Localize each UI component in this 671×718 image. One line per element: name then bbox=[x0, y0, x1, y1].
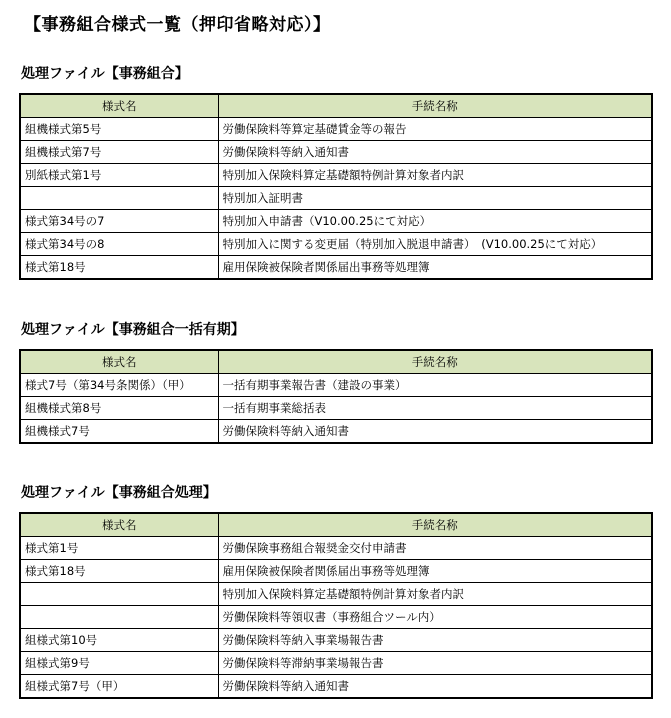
section-title-jimu-kumiai-shori: 処理ファイル【事務組合処理】 bbox=[21, 485, 217, 501]
form-table-ikkatsu-yuki bbox=[19, 349, 653, 444]
column-header-procedure-name: 手続名称 bbox=[218, 350, 652, 374]
procedure-name-cell: 労働保険料等納入事業場報告書 bbox=[218, 629, 652, 652]
form-table-jimu-kumiai-shori bbox=[19, 512, 653, 699]
procedure-name-cell: 特別加入保険料算定基礎額特例計算対象者内訳 bbox=[218, 583, 652, 606]
table-row bbox=[20, 374, 652, 397]
form-name-cell: 様式第18号 bbox=[20, 560, 218, 583]
procedure-name-cell: 労働保険料等納入通知書 bbox=[218, 141, 652, 164]
column-header-procedure-name: 手続名称 bbox=[218, 513, 652, 537]
procedure-name-cell: 労働保険料等算定基礎賃金等の報告 bbox=[218, 118, 652, 141]
column-header-form-name: 様式名 bbox=[20, 513, 218, 537]
procedure-name-cell: 労働保険事務組合報奨金交付申請書 bbox=[218, 537, 652, 560]
procedure-name-cell: 特別加入申請書（V10.00.25にて対応） bbox=[218, 210, 652, 233]
form-name-cell bbox=[20, 187, 218, 210]
table-row bbox=[20, 187, 652, 210]
table-row bbox=[20, 210, 652, 233]
form-name-cell bbox=[20, 583, 218, 606]
table-row bbox=[20, 583, 652, 606]
form-name-cell bbox=[20, 606, 218, 629]
form-name-cell: 組様式第9号 bbox=[20, 652, 218, 675]
procedure-name-cell: 特別加入証明書 bbox=[218, 187, 652, 210]
procedure-name-cell: 一括有期事業報告書（建設の事業） bbox=[218, 374, 652, 397]
column-header-form-name: 様式名 bbox=[20, 350, 218, 374]
form-name-cell: 様式第34号の8 bbox=[20, 233, 218, 256]
table-row bbox=[20, 675, 652, 699]
table-header-row bbox=[20, 350, 652, 374]
form-name-cell: 組機様式第8号 bbox=[20, 397, 218, 420]
form-name-cell: 様式第1号 bbox=[20, 537, 218, 560]
section-title-ikkatsu-yuki: 処理ファイル【事務組合一括有期】 bbox=[21, 322, 245, 338]
form-table-jimu-kumiai bbox=[19, 93, 653, 280]
table-header-row bbox=[20, 513, 652, 537]
procedure-name-cell: 労働保険料等納入通知書 bbox=[218, 420, 652, 444]
procedure-name-cell: 特別加入に関する変更届（特別加入脱退申請書） (V10.00.25にて対応） bbox=[218, 233, 652, 256]
procedure-name-cell: 雇用保険被保険者関係届出事務等処理簿 bbox=[218, 560, 652, 583]
table-header-row bbox=[20, 94, 652, 118]
table-row bbox=[20, 560, 652, 583]
table-row bbox=[20, 537, 652, 560]
table-row bbox=[20, 164, 652, 187]
table-row bbox=[20, 420, 652, 444]
table-row bbox=[20, 606, 652, 629]
table-row bbox=[20, 652, 652, 675]
section-title-jimu-kumiai: 処理ファイル【事務組合】 bbox=[21, 66, 189, 82]
column-header-procedure-name: 手続名称 bbox=[218, 94, 652, 118]
form-name-cell: 様式7号（第34号条関係）（甲） bbox=[20, 374, 218, 397]
table-row bbox=[20, 233, 652, 256]
procedure-name-cell: 労働保険料等領収書（事務組合ツール内） bbox=[218, 606, 652, 629]
form-name-cell: 組機様式第5号 bbox=[20, 118, 218, 141]
procedure-name-cell: 労働保険料等滞納事業場報告書 bbox=[218, 652, 652, 675]
table-row bbox=[20, 141, 652, 164]
procedure-name-cell: 特別加入保険料算定基礎額特例計算対象者内訳 bbox=[218, 164, 652, 187]
table-row bbox=[20, 397, 652, 420]
form-name-cell: 組機様式7号 bbox=[20, 420, 218, 444]
procedure-name-cell: 一括有期事業総括表 bbox=[218, 397, 652, 420]
table-row bbox=[20, 118, 652, 141]
form-name-cell: 組様式第7号（甲） bbox=[20, 675, 218, 699]
form-name-cell: 様式第18号 bbox=[20, 256, 218, 280]
form-name-cell: 別紙様式第1号 bbox=[20, 164, 218, 187]
form-name-cell: 組機様式第7号 bbox=[20, 141, 218, 164]
column-header-form-name: 様式名 bbox=[20, 94, 218, 118]
page-title: 【事務組合様式一覧（押印省略対応）】 bbox=[24, 15, 331, 35]
procedure-name-cell: 労働保険料等納入通知書 bbox=[218, 675, 652, 699]
form-name-cell: 組様式第10号 bbox=[20, 629, 218, 652]
form-name-cell: 様式第34号の7 bbox=[20, 210, 218, 233]
table-row bbox=[20, 256, 652, 280]
table-row bbox=[20, 629, 652, 652]
procedure-name-cell: 雇用保険被保険者関係届出事務等処理簿 bbox=[218, 256, 652, 280]
